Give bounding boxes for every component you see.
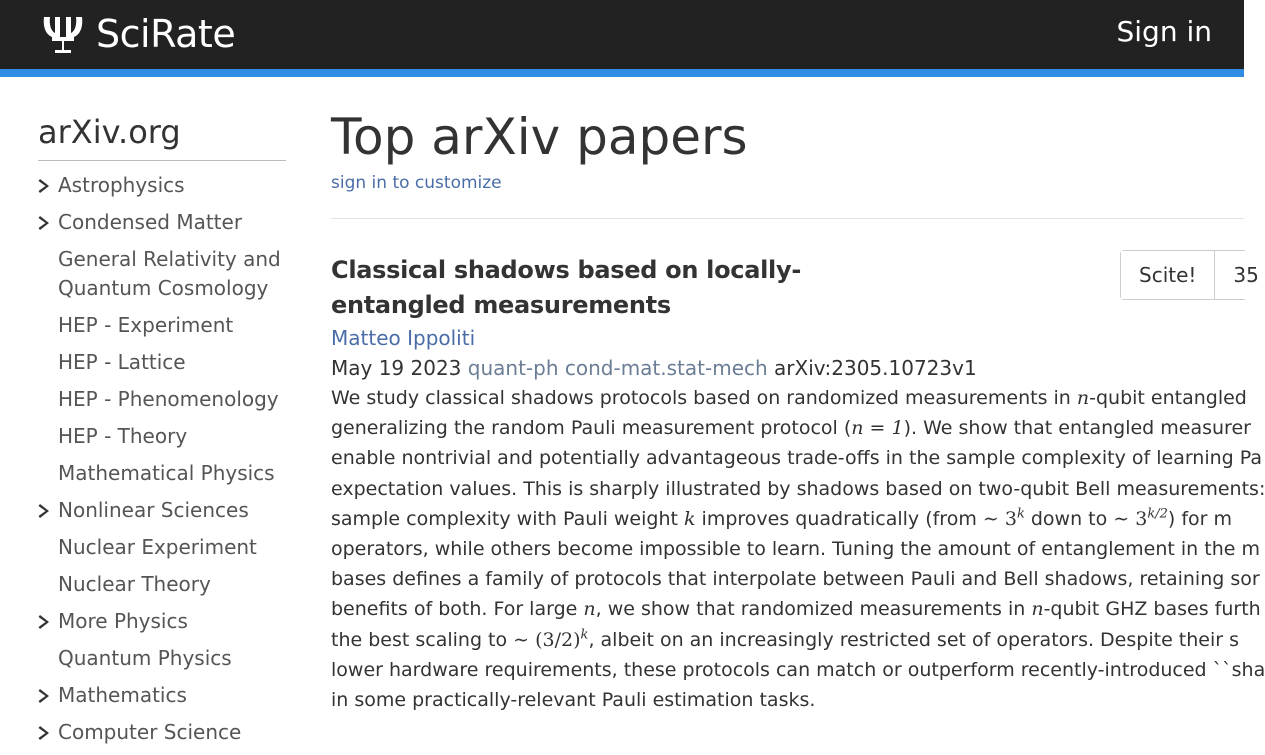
paper-title[interactable]: Classical shadows based on locally-entangled measurements bbox=[331, 256, 801, 319]
sidebar-item-quantum-physics[interactable] bbox=[38, 644, 286, 673]
sidebar-item-nonlinear-sciences[interactable] bbox=[38, 496, 286, 525]
math-exponent-k-half: k/2 bbox=[1147, 506, 1168, 522]
sidebar-item-label[interactable]: HEP - Experiment bbox=[58, 313, 234, 337]
abstract-text: , albeit on an increasingly restricted set of operators. Despite their s bbox=[588, 628, 1240, 651]
abstract-text: the best scaling to bbox=[331, 628, 514, 651]
paper-author-link[interactable]: Matteo Ippoliti bbox=[331, 326, 476, 350]
math-sim: ∼ bbox=[982, 507, 1005, 530]
math-n-equals-1: n = 1 bbox=[851, 417, 904, 440]
sidebar-item-label[interactable]: Mathematical Physics bbox=[58, 461, 275, 485]
abstract-text: improves quadratically (from bbox=[695, 507, 983, 530]
paper-meta bbox=[331, 353, 1244, 383]
abstract-line bbox=[331, 504, 1244, 534]
abstract-line bbox=[331, 625, 1244, 655]
sidebar-item-condensed-matter[interactable] bbox=[38, 208, 286, 237]
navbar-accent-stripe bbox=[0, 69, 1244, 77]
paper-abstract bbox=[331, 383, 1265, 715]
sidebar-title: arXiv.org bbox=[38, 112, 286, 161]
abstract-text: We study classical shadows protocols based on randomized measurements in bbox=[331, 387, 1077, 409]
psi-logo-icon bbox=[40, 14, 86, 54]
chevron-right-icon[interactable] bbox=[38, 688, 52, 704]
sidebar-item-hep-theory[interactable] bbox=[38, 422, 286, 451]
math-three: 3 bbox=[1004, 507, 1017, 530]
math-n: n bbox=[583, 598, 596, 621]
abstract-text: ). We show that entangled measurer bbox=[903, 417, 1251, 440]
abstract-line: lower hardware requirements, these protocols can match or outperform recently-introduced ``sha bbox=[331, 658, 1265, 681]
math-three: 3 bbox=[1135, 507, 1148, 530]
header-divider bbox=[331, 218, 1244, 219]
sidebar-item-mathematics[interactable] bbox=[38, 681, 286, 710]
math-n: n bbox=[1031, 598, 1044, 621]
sidebar-item-label[interactable]: HEP - Phenomenology bbox=[58, 387, 279, 411]
math-exponent-k: k bbox=[1016, 506, 1025, 522]
math-exponent-k: k bbox=[580, 627, 589, 643]
abstract-text: down to bbox=[1024, 507, 1114, 530]
sidebar-item-label[interactable]: Mathematics bbox=[58, 683, 187, 707]
sidebar-item-hep-phenomenology[interactable] bbox=[38, 385, 286, 414]
sidebar-item-computer-science[interactable] bbox=[38, 718, 286, 747]
sidebar-item-nuclear-experiment[interactable] bbox=[38, 533, 286, 562]
sidebar-item-more-physics[interactable] bbox=[38, 607, 286, 636]
sidebar-item-label[interactable]: Nuclear Theory bbox=[58, 572, 211, 596]
brand-link[interactable] bbox=[40, 10, 235, 58]
sidebar-item-general-relativity[interactable] bbox=[38, 245, 286, 303]
paper-date: May 19 2023 bbox=[331, 356, 462, 380]
scite-count: 35 bbox=[1233, 263, 1259, 287]
customize-link[interactable]: sign in to customize bbox=[331, 173, 502, 193]
abstract-text: , we show that randomized measurements in bbox=[595, 598, 1032, 621]
sidebar-item-label[interactable]: Condensed Matter bbox=[58, 210, 243, 234]
abstract-line: enable nontrivial and potentially advantageous trade-offs in the sample complexity of learning Pa bbox=[331, 447, 1263, 470]
main-content bbox=[331, 108, 1244, 194]
sidebar-item-label[interactable]: Computer Science bbox=[58, 720, 242, 744]
chevron-right-icon[interactable] bbox=[38, 503, 52, 519]
abstract-text: generalizing the random Pauli measurement protocol ( bbox=[331, 417, 852, 440]
abstract-text: -qubit GHZ bases furth bbox=[1043, 598, 1261, 621]
chevron-right-icon[interactable] bbox=[38, 178, 52, 194]
page-title: Top arXiv papers bbox=[331, 108, 748, 166]
chevron-right-icon[interactable] bbox=[38, 215, 52, 231]
sidebar-item-hep-lattice[interactable] bbox=[38, 348, 286, 377]
abstract-text: sample complexity with Pauli weight bbox=[331, 507, 684, 530]
math-k: k bbox=[683, 507, 696, 530]
math-sim: ∼ bbox=[513, 628, 536, 651]
sidebar-item-label[interactable]: Nuclear Experiment bbox=[58, 535, 257, 559]
sidebar-item-mathematical-physics[interactable] bbox=[38, 459, 286, 488]
abstract-line: expectation values. This is sharply illustrated by shadows based on two-qubit Bell measurements: bbox=[331, 477, 1265, 500]
arxiv-id-link[interactable]: arXiv:2305.10723v1 bbox=[774, 356, 977, 380]
sidebar-item-nuclear-theory[interactable] bbox=[38, 570, 286, 599]
abstract-line bbox=[331, 383, 1247, 413]
scite-button[interactable]: Scite! bbox=[1121, 251, 1215, 299]
sidebar-item-label[interactable]: General Relativity and Quantum Cosmology bbox=[58, 247, 281, 300]
sidebar-item-label[interactable]: Nonlinear Sciences bbox=[58, 498, 249, 522]
sidebar-item-astrophysics[interactable] bbox=[38, 171, 286, 200]
chevron-right-icon[interactable] bbox=[38, 725, 52, 741]
sidebar-item-label[interactable]: Astrophysics bbox=[58, 173, 185, 197]
abstract-line bbox=[331, 594, 1261, 624]
abstract-text: ) for m bbox=[1167, 507, 1233, 530]
math-three-halves: (3/2) bbox=[535, 628, 581, 651]
abstract-text: -qubit entangled bbox=[1089, 387, 1247, 409]
sign-in-link[interactable]: Sign in bbox=[1116, 15, 1212, 48]
sidebar-item-label[interactable]: HEP - Lattice bbox=[58, 350, 186, 374]
abstract-line: bases defines a family of protocols that interpolate between Pauli and Bell shadows, retaining sor bbox=[331, 568, 1260, 591]
subject-link[interactable]: quant-ph bbox=[467, 356, 559, 380]
math-n: n bbox=[1076, 387, 1090, 409]
math-sim: ∼ bbox=[1113, 507, 1136, 530]
chevron-right-icon[interactable] bbox=[38, 614, 52, 630]
subject-link[interactable]: cond-mat.stat-mech bbox=[564, 356, 768, 380]
abstract-line: operators, while others become impossible to learn. Tuning the amount of entanglement in the m bbox=[331, 538, 1260, 561]
sidebar-item-hep-experiment[interactable] bbox=[38, 311, 286, 340]
abstract-line bbox=[331, 413, 1251, 443]
sidebar-item-label[interactable]: HEP - Theory bbox=[58, 424, 188, 448]
abstract-line: in some practically-relevant Pauli estimation tasks. bbox=[331, 689, 816, 712]
category-sidebar bbox=[38, 112, 286, 755]
brand-name: SciRate bbox=[96, 12, 236, 56]
abstract-text: benefits of both. For large bbox=[331, 598, 584, 621]
top-navbar bbox=[0, 0, 1244, 69]
sidebar-item-label[interactable]: More Physics bbox=[58, 609, 188, 633]
category-list bbox=[38, 171, 286, 747]
sidebar-item-label[interactable]: Quantum Physics bbox=[58, 646, 232, 670]
